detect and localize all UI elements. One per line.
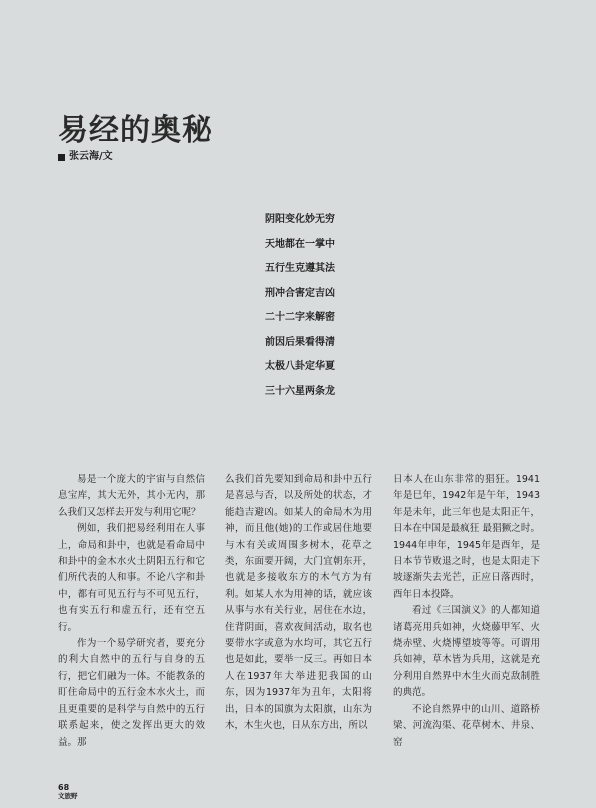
square-bullet-icon (58, 154, 65, 161)
poem-line: 阴阳变化妙无穷 (265, 214, 335, 225)
article-title: 易经的奥秘 (58, 113, 213, 148)
poem-line: 五行生克遵其法 (265, 263, 335, 274)
paragraph: 不论自然界中的山川、道路桥梁、河流沟渠、花草树木、井泉、窑 (393, 703, 540, 748)
poem-line: 二十二字来解密 (265, 312, 335, 323)
text-column-3 (393, 472, 540, 751)
text-column-2 (225, 472, 372, 735)
paragraph: 作为一个易学研究者，要充分的利大自然中的五行与自身的五行，把它们融为一体。不能教条的盯住命局中的五行金木水火土，而且更重要的是科学与自然中的五行联系起来，使之发挥出更大的效益。那 (58, 638, 205, 748)
paragraph: 么我们首先要知到命局和卦中五行是喜忌与否，以及所处的状态，才能趋吉避凶。如某人的命局木为用神，而且他(她)的工作或居住地要与木有关或周围多树木，花草之类，东面要开阔，大门宜朝东开，也就是多接收东方的木气方为有利。如某人水为用神的话，就应该从事与水有关行业，居住在水边，住背阴面，喜欢夜间活动，取名也要带水字或意为水均可，其它五行也是如此，要举一反三。再如日本人在1937年大举进犯我国的山东，因为1937年为丑年，太阳将出，日本的国旗为太阳旗，山东为木，木生火也，日从东方出，所以 (225, 474, 372, 732)
poem-line: 三十六星两条龙 (265, 385, 335, 397)
author-byline (58, 150, 113, 164)
author-name: 张云海/文 (69, 151, 113, 162)
text-column-1 (58, 472, 205, 751)
paragraph: 易是一个庞大的宇宙与自然信息宝库，其大无外，其小无内，那么我们又怎样去开发与利用它呢？ (58, 474, 205, 518)
paragraph: 例如，我们把易经利用在人事上，命局和卦中，也就是看命局中和卦中的金木水火土阴阳五行和它们所代表的人和事。不论八字和卦中，都有可见五行与不可见五行，也有实五行和虚五行，还有空五行。 (58, 523, 205, 633)
publication-name: 文旅野 (58, 792, 78, 800)
paragraph: 看过《三国演义》的人都知道诸葛亮用兵如神，火烧藤甲军、火烧赤壁、火烧博望坡等等。可谓用兵如神，草木皆为兵用，这就是充分利用自然界中木生火而克敌制胜的典范。 (393, 605, 540, 699)
poem-line: 刑冲合害定吉凶 (265, 287, 335, 299)
page-number: 68 (58, 783, 70, 792)
poem-line: 太极八卦定华夏 (265, 361, 335, 372)
poem-block (265, 208, 395, 404)
paragraph: 日本人在山东非常的猖狂。1941年是巳年，1942年是午年，1943年是未年，此三年也是太阳正午，日本在中国是最疯狂 最猖獗之时。1944年申年，1945年是酉年，是日本节节败退之时，也是太阳走下坡逐渐失去光芒，正应日落西时，酉年日本投降。 (393, 474, 540, 600)
poem-line: 前因后果看得清 (265, 336, 335, 348)
page-footer (58, 783, 78, 800)
poem-line: 天地都在一掌中 (265, 238, 335, 250)
